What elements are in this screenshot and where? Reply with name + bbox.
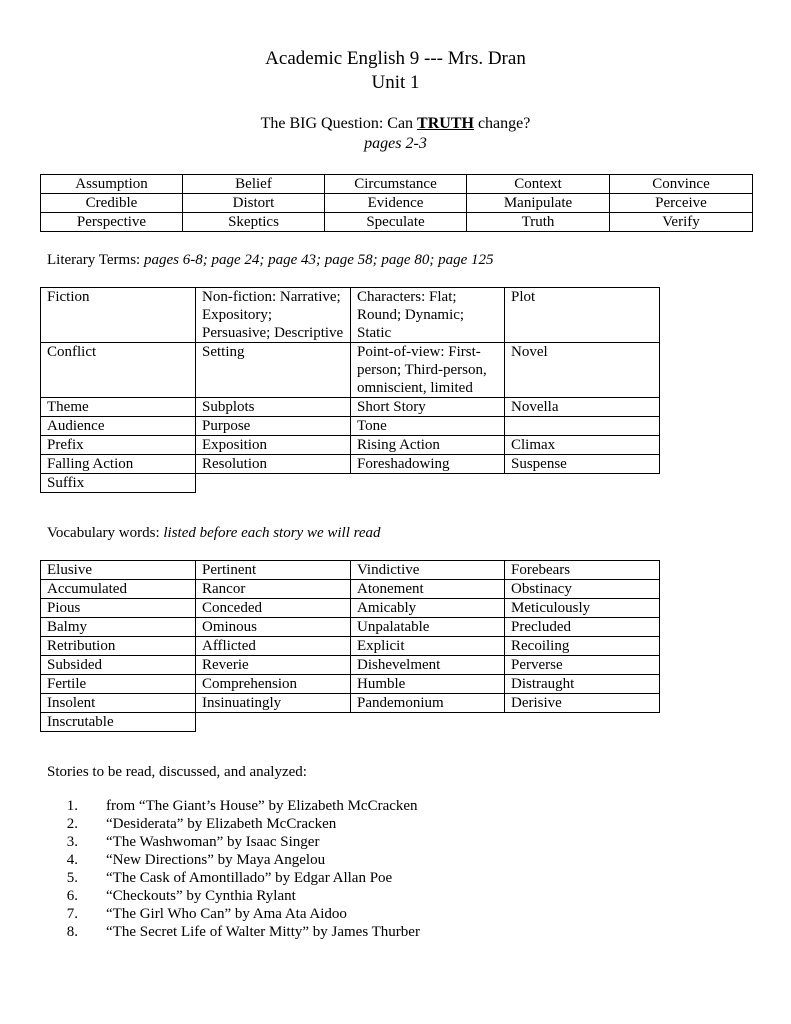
big-question-suffix: change? xyxy=(473,115,531,132)
table-cell: Fertile xyxy=(41,675,196,694)
table-cell: Assumption xyxy=(41,175,183,194)
big-question xyxy=(0,115,791,133)
table-row xyxy=(41,213,753,232)
table-cell: Speculate xyxy=(325,213,467,232)
table-row xyxy=(41,417,660,436)
table-cell: Unpalatable xyxy=(351,618,505,637)
table-row xyxy=(41,618,660,637)
table-cell: Novel xyxy=(505,343,660,398)
table-row xyxy=(41,713,660,732)
table-cell: Humble xyxy=(351,675,505,694)
table-cell: Foreshadowing xyxy=(351,455,505,474)
stories-list xyxy=(60,797,620,941)
table-cell: Theme xyxy=(41,398,196,417)
table-cell: Purpose xyxy=(196,417,351,436)
table-cell: Novella xyxy=(505,398,660,417)
list-number: 8. xyxy=(66,924,78,940)
table-cell: Climax xyxy=(505,436,660,455)
table-row xyxy=(41,637,660,656)
table-cell: Perceive xyxy=(610,194,753,213)
table-cell: Suffix xyxy=(41,474,196,493)
empty-cell xyxy=(505,474,660,493)
list-item xyxy=(60,851,620,869)
table-cell: Audience xyxy=(41,417,196,436)
list-number: 4. xyxy=(66,852,78,868)
empty-cell xyxy=(351,474,505,493)
table-cell: Recoiling xyxy=(505,637,660,656)
empty-cell xyxy=(196,713,351,732)
table-cell: Forebears xyxy=(505,561,660,580)
table-cell: Convince xyxy=(610,175,753,194)
table-cell: Resolution xyxy=(196,455,351,474)
table-cell: Afflicted xyxy=(196,637,351,656)
table-cell: Verify xyxy=(610,213,753,232)
table-cell: Rancor xyxy=(196,580,351,599)
story-title: “Desiderata” by Elizabeth McCracken xyxy=(106,816,337,832)
list-number: 3. xyxy=(66,834,78,850)
table-cell: Meticulously xyxy=(505,599,660,618)
table-cell: Insinuatingly xyxy=(196,694,351,713)
literary-terms-label: Literary Terms: xyxy=(47,252,144,268)
table-cell: Skeptics xyxy=(183,213,325,232)
list-number: 6. xyxy=(66,888,78,904)
story-title: “New Directions” by Maya Angelou xyxy=(106,852,326,868)
table-cell: Vindictive xyxy=(351,561,505,580)
list-item xyxy=(60,887,620,905)
table-cell: Point-of-view: First-person; Third-person, omniscient, limited xyxy=(351,343,505,398)
table-cell: Amicably xyxy=(351,599,505,618)
table-cell: Accumulated xyxy=(41,580,196,599)
list-number: 1. xyxy=(66,798,78,814)
table-cell xyxy=(505,417,660,436)
table-row xyxy=(41,675,660,694)
empty-cell xyxy=(196,474,351,493)
table-cell: Non-fiction: Narrative; Expository; Persuasive; Descriptive xyxy=(196,288,351,343)
table-row xyxy=(41,455,660,474)
table-cell: Derisive xyxy=(505,694,660,713)
table-cell: Fiction xyxy=(41,288,196,343)
table-row xyxy=(41,175,753,194)
big-question-pages: pages 2-3 xyxy=(364,135,427,152)
table-cell: Manipulate xyxy=(467,194,610,213)
table-row xyxy=(41,580,660,599)
table-cell: Atonement xyxy=(351,580,505,599)
list-item xyxy=(60,905,620,923)
table-cell: Precluded xyxy=(505,618,660,637)
table-row xyxy=(41,656,660,675)
table-row xyxy=(41,436,660,455)
table-cell: Perverse xyxy=(505,656,660,675)
table-cell: Obstinacy xyxy=(505,580,660,599)
big-question-keyword: TRUTH xyxy=(417,115,474,132)
literary-terms-heading xyxy=(47,251,494,269)
list-item xyxy=(60,815,620,833)
table-cell: Setting xyxy=(196,343,351,398)
list-item xyxy=(60,923,620,941)
list-number: 7. xyxy=(66,906,78,922)
table-cell: Characters: Flat; Round; Dynamic; Static xyxy=(351,288,505,343)
big-question-words-table xyxy=(40,174,753,232)
page-title: Academic English 9 --- Mrs. Dran xyxy=(265,48,526,69)
table-cell: Explicit xyxy=(351,637,505,656)
list-item xyxy=(60,869,620,887)
table-cell: Ominous xyxy=(196,618,351,637)
story-title: “The Cask of Amontillado” by Edgar Allan Poe xyxy=(106,870,393,886)
table-cell: Comprehension xyxy=(196,675,351,694)
table-cell: Pertinent xyxy=(196,561,351,580)
table-cell: Pious xyxy=(41,599,196,618)
table-cell: Suspense xyxy=(505,455,660,474)
table-cell: Exposition xyxy=(196,436,351,455)
story-title: from “The Giant’s House” by Elizabeth McCracken xyxy=(106,798,418,814)
table-row xyxy=(41,474,660,493)
table-cell: Context xyxy=(467,175,610,194)
table-cell: Reverie xyxy=(196,656,351,675)
table-cell: Pandemonium xyxy=(351,694,505,713)
table-cell: Distort xyxy=(183,194,325,213)
table-cell: Balmy xyxy=(41,618,196,637)
table-cell: Conceded xyxy=(196,599,351,618)
vocabulary-label: Vocabulary words: xyxy=(47,525,164,541)
table-cell: Truth xyxy=(467,213,610,232)
empty-cell xyxy=(505,713,660,732)
list-item xyxy=(60,833,620,851)
table-row xyxy=(41,398,660,417)
table-cell: Perspective xyxy=(41,213,183,232)
table-cell: Elusive xyxy=(41,561,196,580)
story-title: “Checkouts” by Cynthia Rylant xyxy=(106,888,296,904)
list-item xyxy=(60,797,620,815)
vocabulary-table xyxy=(40,560,660,732)
table-cell: Plot xyxy=(505,288,660,343)
list-number: 5. xyxy=(66,870,78,886)
vocabulary-note: listed before each story we will read xyxy=(163,525,381,541)
table-row xyxy=(41,288,660,343)
table-cell: Circumstance xyxy=(325,175,467,194)
story-title: “The Girl Who Can” by Ama Ata Aidoo xyxy=(106,906,347,922)
list-number: 2. xyxy=(66,816,78,832)
empty-cell xyxy=(351,713,505,732)
table-cell: Falling Action xyxy=(41,455,196,474)
big-question-prefix: The BIG Question: Can xyxy=(260,115,418,132)
table-cell: Subplots xyxy=(196,398,351,417)
table-cell: Credible xyxy=(41,194,183,213)
literary-terms-table xyxy=(40,287,660,493)
table-row xyxy=(41,561,660,580)
table-cell: Inscrutable xyxy=(41,713,196,732)
table-cell: Conflict xyxy=(41,343,196,398)
table-cell: Retribution xyxy=(41,637,196,656)
stories-heading: Stories to be read, discussed, and analyzed: xyxy=(47,764,307,780)
table-cell: Tone xyxy=(351,417,505,436)
table-cell: Subsided xyxy=(41,656,196,675)
story-title: “The Washwoman” by Isaac Singer xyxy=(106,834,320,850)
table-cell: Insolent xyxy=(41,694,196,713)
vocabulary-heading xyxy=(47,524,381,542)
table-cell: Distraught xyxy=(505,675,660,694)
table-cell: Prefix xyxy=(41,436,196,455)
table-cell: Evidence xyxy=(325,194,467,213)
table-cell: Rising Action xyxy=(351,436,505,455)
table-row xyxy=(41,694,660,713)
story-title: “The Secret Life of Walter Mitty” by James Thurber xyxy=(106,924,420,940)
table-cell: Belief xyxy=(183,175,325,194)
table-row xyxy=(41,599,660,618)
table-row xyxy=(41,194,753,213)
literary-terms-pages: pages 6-8; page 24; page 43; page 58; page 80; page 125 xyxy=(143,252,494,268)
table-row xyxy=(41,343,660,398)
table-cell: Dishevelment xyxy=(351,656,505,675)
table-cell: Short Story xyxy=(351,398,505,417)
unit-title: Unit 1 xyxy=(371,72,420,93)
